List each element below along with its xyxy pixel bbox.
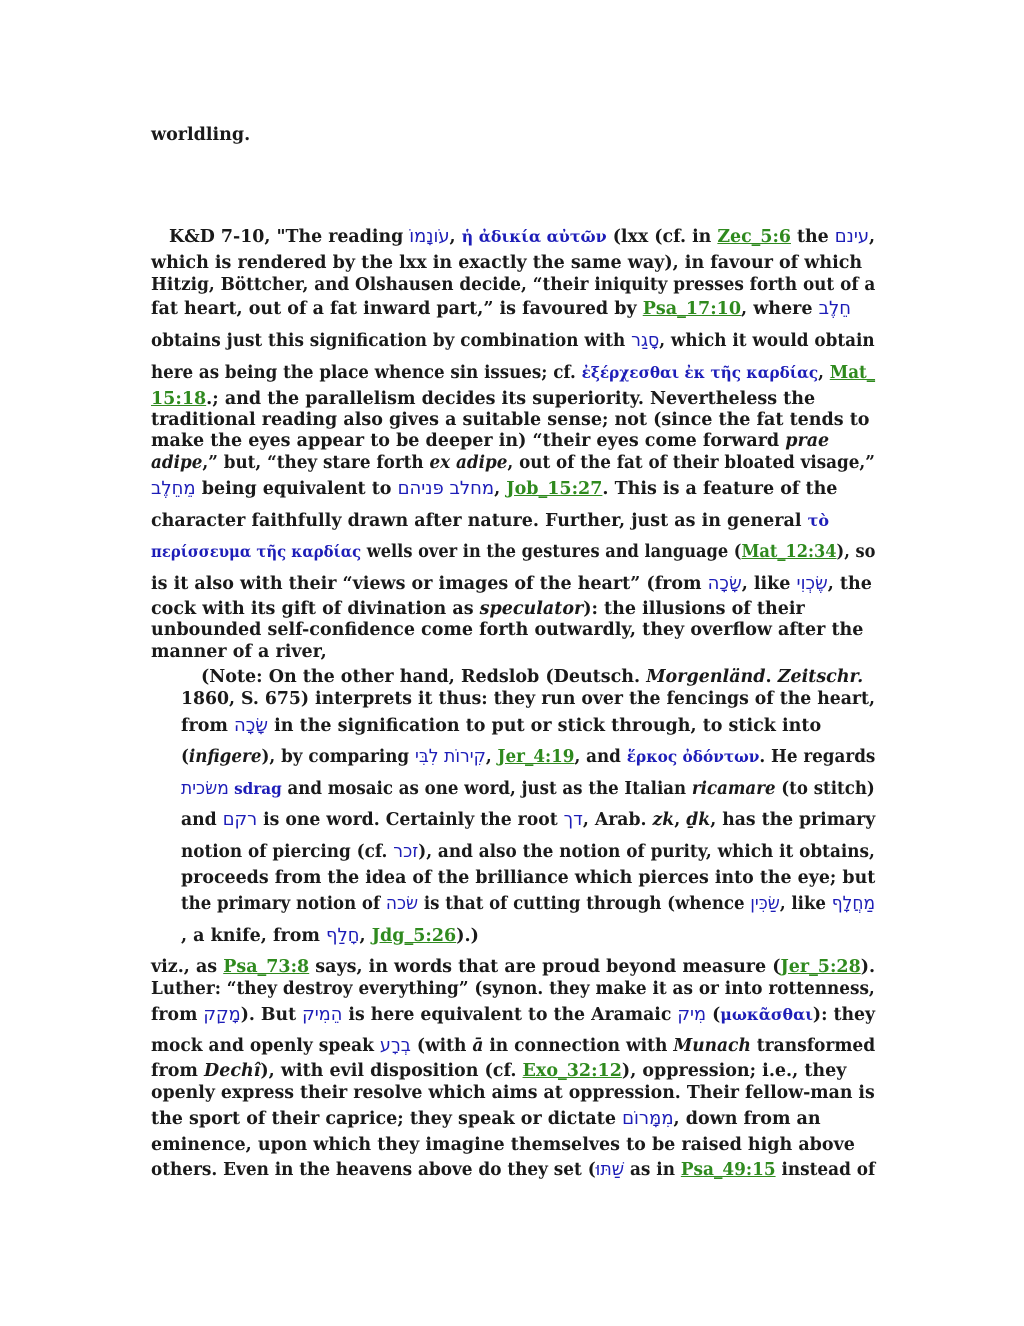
- scripture-link[interactable]: Jdg_5:26: [371, 926, 457, 946]
- text-line: περίσσευμα τῆς καρδίας wells over in the gestures and language (Mat_12:34), so: [151, 542, 876, 562]
- hebrew-word: עֹונָמוֹ: [409, 226, 450, 247]
- note-line: from שָׂכָה in the signification to put or stick through, to stick into: [181, 715, 822, 736]
- note-line: and רקם is one word. Certainly the root דך, Arab. zk, ḏk, has the primary: [181, 809, 876, 830]
- hebrew-word: שֶׂכְוִי: [796, 573, 828, 594]
- text-line: is it also with their “views or images of the heart” (from שָׂכָה, like שֶׂכְוִי, the: [151, 573, 872, 594]
- hebrew-word: מַחֲלָף: [831, 893, 876, 914]
- text-line: obtains just this signification by combination with סָגַר, which it would obtain: [151, 330, 875, 351]
- note-line: 1860, S. 675) interprets it thus: they run over the fencings of the heart,: [181, 689, 875, 709]
- hebrew-word: שׂכה: [385, 893, 419, 914]
- note-line: the primary notion of שׂכה is that of cutting through (whence שַׂכִּין, like מַחֲלָף: [181, 893, 876, 914]
- hebrew-word: שַׁתּוּ: [595, 1159, 625, 1180]
- scripture-link[interactable]: Jer_5:28: [780, 957, 861, 977]
- scripture-link[interactable]: Job_15:27: [506, 479, 603, 499]
- text-line: eminence, upon which they imagine themselves to be raised high above: [151, 1135, 855, 1155]
- scripture-link[interactable]: Psa_17:10: [642, 299, 742, 319]
- hebrew-word: מֵחֵלֶב: [151, 478, 196, 499]
- hebrew-word: עינם: [834, 226, 870, 247]
- text-line: adipe,” but, “they stare forth ex adipe, out of the fat of their bloated visage,”: [151, 453, 875, 473]
- text-line: traditional reading also gives a suitable sense; not (since the fat tends to: [151, 410, 870, 430]
- scripture-link[interactable]: Exo_32:12: [522, 1061, 622, 1081]
- greek-phrase: ἕρκος ὀδόντων: [626, 747, 760, 766]
- hebrew-word: שָׂכָה: [234, 715, 269, 736]
- text-line: here as being the place whence sin issues; cf. ἐξέρχεσθαι ἐκ τῆς καρδίας, Mat_: [151, 363, 876, 383]
- note-line: (infigere), by comparing קִירוֹת לִבִּי, Jer_4:19, and ἕρκος ὀδόντων. He regards: [181, 746, 876, 767]
- hebrew-word: שָׂכָה: [707, 573, 742, 594]
- note-line: notion of piercing (cf. זכר), and also the notion of purity, which it obtains,: [181, 841, 875, 862]
- text-line: 15:18.; and the parallelism decides its superiority. Nevertheless the: [151, 389, 816, 409]
- greek-phrase: ἡ ἀδικία αὐτῶν: [461, 227, 607, 246]
- note-line: , a knife, from חָלַף, Jdg_5:26).): [181, 925, 479, 946]
- scripture-link[interactable]: Mat_12:34: [741, 542, 837, 562]
- scripture-link[interactable]: 15:18: [151, 389, 207, 409]
- hebrew-word: חֵלֶב: [818, 298, 851, 319]
- text-line: viz., as Psa_73:8 says, in words that are proud beyond measure (Jer_5:28).: [151, 957, 876, 977]
- hebrew-word: משׂכית: [181, 778, 229, 799]
- text-line: openly express their resolve which aims at oppression. Their fellow-man is: [151, 1083, 875, 1103]
- scripture-link[interactable]: Psa_73:8: [223, 957, 310, 977]
- text-line: manner of a river,: [151, 642, 327, 662]
- scripture-link[interactable]: Zec_5:6: [717, 227, 791, 247]
- scripture-link[interactable]: Jer_4:19: [497, 747, 575, 767]
- hebrew-word: הֵמִיק: [302, 1004, 343, 1025]
- scripture-link[interactable]: Psa_49:15: [680, 1160, 776, 1180]
- hebrew-word: מִמָּרוֹם: [622, 1108, 674, 1129]
- note-line: (Note: On the other hand, Redslob (Deutsch. Morgenländ. Zeitschr.: [201, 667, 864, 687]
- text-line: unbounded self-confidence come forth outwardly, they overflow after the: [151, 620, 864, 640]
- hebrew-word: רקם: [222, 809, 258, 830]
- text-line: Hitzig, Böttcher, and Olshausen decide, “their iniquity presses forth out of a: [151, 275, 876, 295]
- hebrew-word: שַׂכִּין: [750, 893, 780, 914]
- text-line: mock and openly speak בְרָע (with ā in connection with Munach transformed: [151, 1035, 876, 1056]
- greek-phrase: περίσσευμα τῆς καρδίας: [151, 542, 362, 561]
- text-line: K&D 7-10, "The reading עֹונָמוֹ, ἡ ἀδικία αὐτῶν (lxx (cf. in Zec_5:6 the עינם,: [169, 226, 876, 247]
- hebrew-word: בְרָע: [379, 1035, 411, 1056]
- text-line: from Dechî), with evil disposition (cf. Exo_32:12), oppression; i.e., they: [151, 1061, 847, 1081]
- hebrew-word: קִירוֹת לִבִּי: [414, 746, 486, 767]
- text-line: cock with its gift of divination as speculator): the illusions of their: [151, 599, 805, 619]
- scripture-link[interactable]: Mat_: [829, 363, 876, 383]
- text-line: character faithfully drawn after nature. Further, just as in general τὸ: [151, 511, 830, 531]
- greek-phrase: τὸ: [807, 511, 830, 530]
- text-line: from מָקַק). But הֵמִיק is here equivalent to the Aramaic מִיק (μωκᾶσθαι): they: [151, 1004, 876, 1025]
- text-line: others. Even in the heavens above do they set (שַׁתּוּ as in Psa_49:15 instead of: [151, 1159, 876, 1180]
- hebrew-word: סָגַר: [631, 330, 660, 351]
- text-line: the sport of their caprice; they speak or dictate מִמָּרוֹם, down from an: [151, 1108, 821, 1129]
- note-line: משׂכית sdrag and mosaic as one word, just as the Italian ricamare (to stitch): [181, 778, 875, 799]
- hebrew-word: מִיק: [677, 1004, 707, 1025]
- greek-phrase: ἐξέρχεσθαι ἐκ τῆς καρδίας: [581, 363, 819, 382]
- text-line: מֵחֵלֶב being equivalent to מחלב פּניהם, Job_15:27. This is a feature of the: [151, 478, 838, 499]
- text-line: worldling.: [151, 125, 251, 145]
- text-line: which is rendered by the lxx in exactly the same way), in favour of which: [151, 253, 863, 273]
- note-line: proceeds from the idea of the brilliance which pierces into the eye; but: [181, 868, 876, 888]
- text-line: make the eyes appear to be deeper in) “their eyes come forward prae: [151, 431, 830, 451]
- greek-phrase: μωκᾶσθαι: [720, 1005, 813, 1024]
- hebrew-word: מחלב פּניהם: [397, 478, 495, 499]
- text-line: fat heart, out of a fat inward part,” is favoured by Psa_17:10, where חֵלֶב: [151, 298, 851, 319]
- hebrew-word: חָלַף: [326, 925, 360, 946]
- hebrew-word: דך: [563, 809, 583, 830]
- text-line: Luther: “they destroy everything” (synon. they make it as or into rottenness,: [151, 979, 875, 999]
- hebrew-word: זכר: [393, 841, 419, 862]
- hebrew-word: מָקַק: [203, 1004, 241, 1025]
